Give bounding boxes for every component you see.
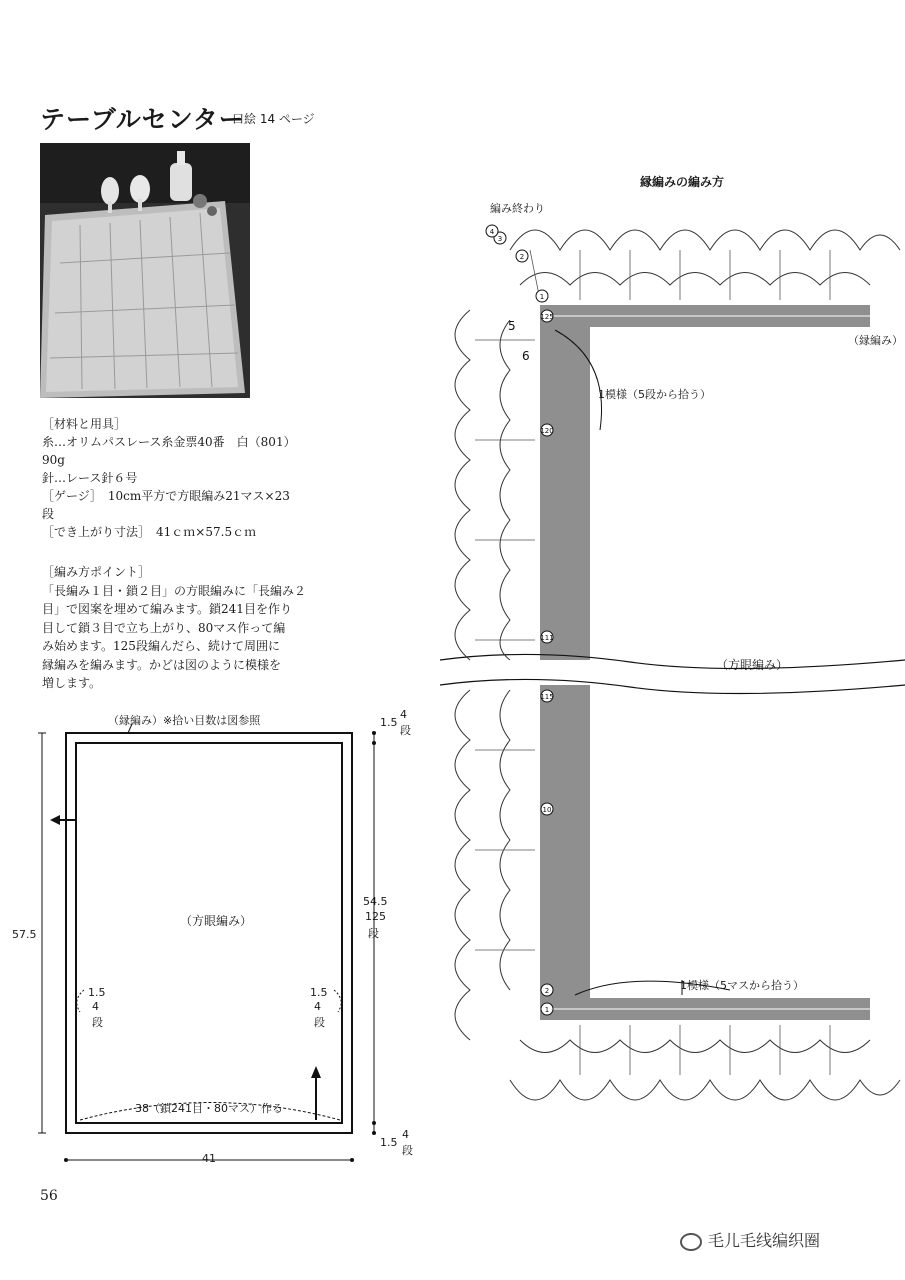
product-photo <box>40 143 250 398</box>
gauge-line <box>42 487 312 505</box>
needle-line: 針…レース針６号 <box>42 471 138 485</box>
size-label: ［でき上がり寸法］ <box>42 525 145 539</box>
border-rows-right: 4 <box>314 1000 321 1013</box>
border-rows-unit-right: 段 <box>314 1016 325 1029</box>
round-number: 1 <box>539 293 545 301</box>
points-line: 縁編みを編みます。かどは図のように模様を <box>42 657 282 672</box>
border-width-right: 1.5 <box>310 986 328 999</box>
row-number: 115 <box>540 693 554 701</box>
outer-border <box>66 733 352 1133</box>
row-number: 1 <box>544 1006 550 1014</box>
row-number: 10 <box>542 806 552 814</box>
height-rows: 125 <box>365 910 386 923</box>
repeat-bottom-label: 1模様（5マスから拾う） <box>680 979 804 992</box>
edging-diagram <box>430 190 905 1130</box>
chain-note: 38（鎖241目・80マス）作る <box>135 1102 283 1115</box>
wechat-icon <box>680 1233 702 1251</box>
size-line <box>42 523 312 541</box>
points-heading: ［編み方ポイント］ <box>42 565 151 579</box>
points-line: 目」で図案を埋めて編みます。鎖241目を作り <box>42 602 292 616</box>
edging-end-label: 編み終わり <box>490 202 545 215</box>
height-inner: 54.5 <box>363 895 388 908</box>
schematic-center-label: （方眼編み） <box>180 914 253 928</box>
arrow-up-icon <box>311 1066 321 1078</box>
gauge-line-cont: 段 <box>42 507 55 521</box>
page-reference: 口絵 14 ページ <box>232 112 315 126</box>
points-line: 目して鎖３目で立ち上がり、80マス作って編 <box>42 620 286 635</box>
width-total: 41 <box>202 1152 216 1165</box>
page-title: テーブルセンター <box>40 105 245 134</box>
height-rows-unit: 段 <box>368 927 379 940</box>
points-line: み始めます。125段編んだら、続けて周囲に <box>42 639 280 653</box>
round-number: 2 <box>519 253 525 261</box>
edging-center-label: （方眼編み） <box>716 658 789 672</box>
watermark <box>680 1228 820 1251</box>
inner-border <box>76 743 342 1123</box>
border-note: （縁編み）※拾い目数は図参照 <box>108 714 261 727</box>
border-rows-top: 4 <box>400 708 407 721</box>
row-number: 125 <box>540 313 554 321</box>
round-number: 4 <box>489 228 495 236</box>
border-width-bottom: 1.5 <box>380 1136 398 1149</box>
points-line: 増します。 <box>42 676 102 690</box>
row-number: 2 <box>544 987 550 995</box>
filet-band <box>540 305 870 1020</box>
yarn-line: 糸…オリムパスレース糸金票40番 白（801） <box>42 435 296 449</box>
gauge-label: ［ゲージ］ <box>42 489 96 503</box>
border-rows-left: 4 <box>92 1000 99 1013</box>
border-rows-unit-top: 段 <box>400 724 411 737</box>
round-number: 3 <box>497 235 503 243</box>
gauge-value: 10cm平方で方眼編み21マス×23 <box>107 489 290 503</box>
border-rows-unit-left: 段 <box>92 1016 103 1029</box>
repeat-top-label: 1模様（5段から拾う） <box>598 388 711 401</box>
border-rows-bottom: 4 <box>402 1128 409 1141</box>
border-width-top: 1.5 <box>380 716 398 729</box>
edging-title: 縁編みの編み方 <box>640 175 725 189</box>
round-number: 5 <box>508 319 516 333</box>
height-total: 57.5 <box>12 928 37 941</box>
page-number: 56 <box>40 1188 58 1204</box>
yarn-amount: 90g <box>42 453 65 467</box>
round-number: 6 <box>522 349 530 363</box>
watermark-text: 毛儿毛线编织圈 <box>708 1231 821 1250</box>
border-width-left: 1.5 <box>88 986 106 999</box>
border-rows-unit-bottom: 段 <box>402 1144 413 1157</box>
materials-section <box>42 415 312 541</box>
edging-border-label: （縁編み） <box>848 334 903 347</box>
materials-heading: ［材料と用具］ <box>42 417 127 431</box>
points-section <box>42 563 310 693</box>
arrow-left-icon <box>50 815 60 825</box>
size-value: 41ｃｍ×57.5ｃｍ <box>156 525 257 539</box>
row-number: 111 <box>540 634 554 642</box>
row-number: 120 <box>540 427 554 435</box>
points-line: 「長編み１目・鎖２目」の方眼編みに「長編み２ <box>42 583 307 598</box>
